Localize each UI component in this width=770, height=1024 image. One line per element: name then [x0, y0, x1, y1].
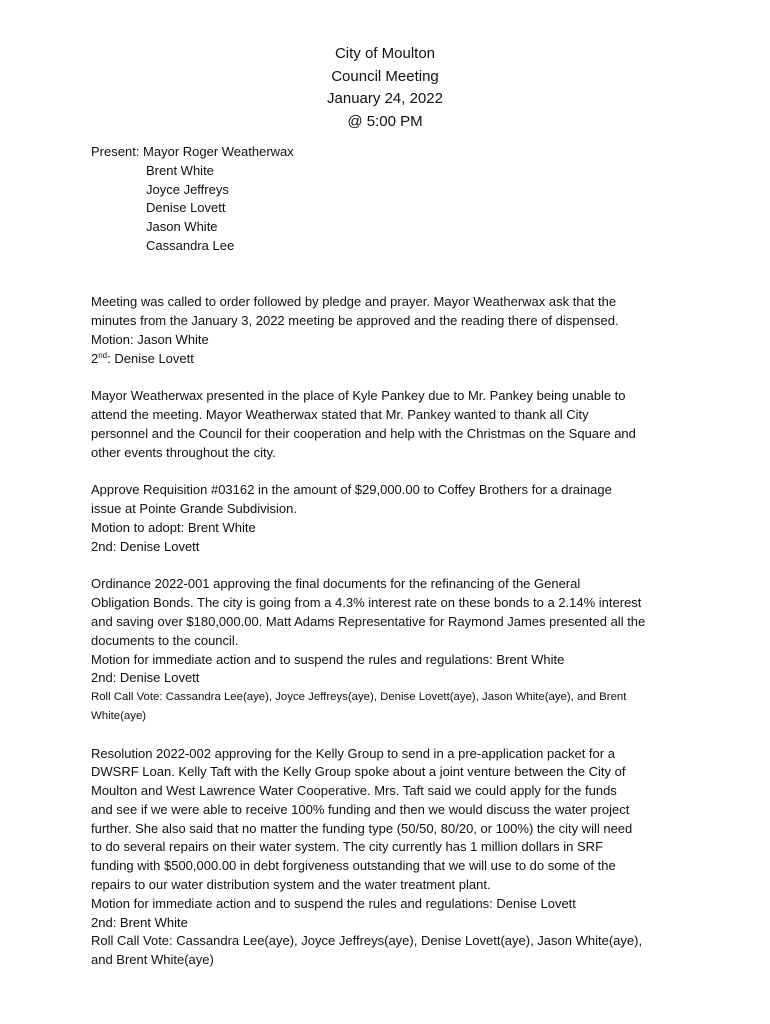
document-header — [0, 43, 770, 133]
paragraph-line: repairs to our water distribution system and the water treatment plant. — [91, 877, 491, 893]
header-city: City of Moulton — [334, 45, 436, 62]
attendee: Brent White — [146, 162, 214, 178]
attendee: Joyce Jeffreys — [146, 181, 229, 197]
call-to-order-section — [91, 293, 691, 368]
mayor-note-section — [91, 387, 691, 462]
attendance-section — [91, 143, 691, 256]
attendee: Denise Lovett — [146, 200, 226, 216]
paragraph-line: Approve Requisition #03162 in the amount of $29,000.00 to Coffey Brothers for a drainage — [91, 482, 612, 498]
paragraph-line: funding with $500,000.00 in debt forgiveness outstanding that we will use to do some of the — [91, 858, 616, 874]
paragraph-line: and saving over $180,000.00. Matt Adams Representative for Raymond James presented all the — [91, 613, 646, 629]
header-date: January 24, 2022 — [327, 90, 443, 107]
roll-call-line: White(aye) — [91, 709, 147, 722]
attendee: Jason White — [146, 219, 218, 235]
spacer — [91, 557, 691, 576]
spacer — [91, 369, 691, 388]
header-meeting-type: Council Meeting — [331, 67, 439, 85]
paragraph-line: documents to the council. — [91, 632, 239, 648]
paragraph-line: other events throughout the city. — [91, 444, 276, 460]
second-line: 2nd: Denise Lovett — [91, 538, 200, 554]
paragraph-line: minutes from the January 3, 2022 meeting be approved and the reading there of dispensed. — [91, 313, 619, 329]
spacer — [91, 463, 691, 482]
spacer — [91, 256, 691, 294]
paragraph-line: Meeting was called to order followed by pledge and prayer. Mayor Weatherwax ask that the — [91, 294, 617, 310]
header-time: @ 5:00 PM — [347, 112, 423, 130]
second-line: 2nd: Brent White — [91, 914, 188, 930]
requisition-section — [91, 481, 691, 556]
minutes-body — [91, 143, 691, 970]
motion-line: Motion for immediate action and to suspend the rules and regulations: Brent White — [91, 651, 565, 667]
roll-call-line: and Brent White(aye) — [91, 952, 214, 968]
roll-call-line: Roll Call Vote: Cassandra Lee(aye), Joyce Jeffreys(aye), Denise Lovett(aye), Jason White(aye), — [91, 933, 643, 949]
paragraph-line: further. She also said that no matter the funding type (50/50, 80/20, or 100%) the city will need — [91, 820, 633, 836]
paragraph-line: issue at Pointe Grande Subdivision. — [91, 501, 297, 517]
roll-call-line: Roll Call Vote: Cassandra Lee(aye), Joyce Jeffreys(aye), Denise Lovett(aye), Jason White(aye), and Brent — [91, 691, 627, 704]
paragraph-line: Ordinance 2022-001 approving the final documents for the refinancing of the General — [91, 576, 581, 592]
paragraph-line: Resolution 2022-002 approving for the Kelly Group to send in a pre-application packet for a — [91, 745, 615, 761]
motion-line: Motion to adopt: Brent White — [91, 519, 256, 535]
paragraph-line: attend the meeting. Mayor Weatherwax stated that Mr. Pankey wanted to thank all City — [91, 407, 589, 423]
second-line: 2nd: Denise Lovett — [91, 670, 200, 686]
second-number: 2 — [91, 350, 99, 366]
paragraph-line: Moulton and West Lawrence Water Cooperative. Mrs. Taft said we could apply for the funds — [91, 783, 617, 799]
second-name: : Denise Lovett — [107, 350, 194, 366]
paragraph-line: Obligation Bonds. The city is going from a 4.3% interest rate on these bonds to a 2.14% interest — [91, 595, 642, 611]
ordinance-section — [91, 575, 691, 725]
spacer — [91, 726, 691, 745]
paragraph-line: Mayor Weatherwax presented in the place of Kyle Pankey due to Mr. Pankey being unable to — [91, 388, 626, 404]
paragraph-line: personnel and the Council for their cooperation and help with the Christmas on the Square and — [91, 425, 636, 441]
second-ordinal: nd — [98, 350, 108, 360]
paragraph-line: to do several repairs on their water system. The city currently has 1 million dollars in SRF — [91, 839, 604, 855]
motion-line: Motion for immediate action and to suspend the rules and regulations: Denise Lovett — [91, 895, 576, 911]
second-line — [91, 350, 691, 369]
paragraph-line: DWSRF Loan. Kelly Taft with the Kelly Group spoke about a joint venture between the City of — [91, 764, 626, 780]
motion-line: Motion: Jason White — [91, 331, 209, 347]
present-line: Present: Mayor Roger Weatherwax — [91, 144, 294, 159]
paragraph-line: and see if we were able to receive 100% funding and then we would discuss the water project — [91, 801, 630, 817]
attendee: Cassandra Lee — [146, 237, 235, 253]
resolution-section — [91, 745, 691, 971]
